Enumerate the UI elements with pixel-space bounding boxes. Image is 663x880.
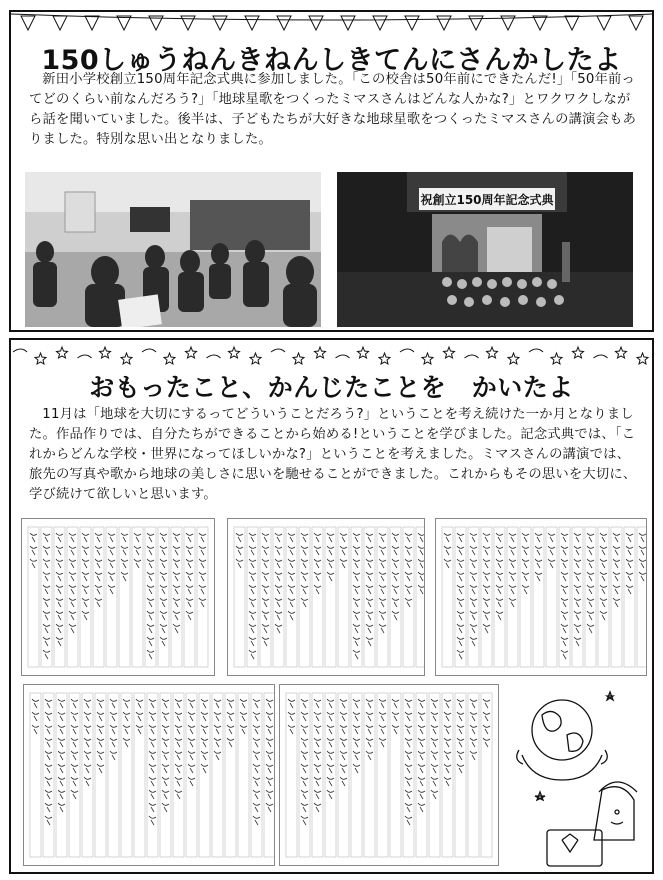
section-reflections (9, 338, 654, 874)
handwritten-sheet (279, 684, 499, 866)
section-body: 11月は「地球を大切にするってどういうことだろう?」ということを考え続けた一か月となりました。作品作りでは、自分たちができることから始める!ということを学びました。記念式典では、「これからどんな学校・世界になってほしいかな?」ということを考えました。ミマスさんの講演では、旅先の写真や歌から地球の美しさに思いを馳せることができました。これからもその思いを大切に、学び続けて欲しいと思います。 (29, 407, 637, 502)
banner-text: 祝創立150周年記念式典 (420, 193, 554, 207)
classroom-photo (25, 172, 321, 327)
handwritten-sheet (21, 518, 215, 676)
section-ceremony (9, 10, 654, 332)
section-title: おもったこと、かんじたことを かいたよ (89, 373, 574, 402)
handwritten-sheet (435, 518, 647, 676)
handwritten-sheet (23, 684, 275, 866)
sparkle-stars-icon (11, 340, 652, 368)
section-body: 新田小学校創立150周年記念式典に参加しました。「この校舎は50年前にできたんだ!」「50年前ってどのくらい前なんだろう?」「地球星歌をつくったミマスさんはどんな人かな?」とワクワクしながら話を聞いていました。後半は、子どもたちが大好きな地球星歌をつくったミマスさんの講演会もありました。特別な思い出となりました。 (29, 72, 637, 147)
handwritten-sheet (227, 518, 425, 676)
earth-hands-illustration-icon (507, 680, 647, 870)
ceremony-stage-photo (337, 172, 633, 327)
section-title: 150しゅうねんきねんしきてんにさんかしたよ (41, 45, 622, 76)
bunting-flags-icon (11, 12, 652, 34)
